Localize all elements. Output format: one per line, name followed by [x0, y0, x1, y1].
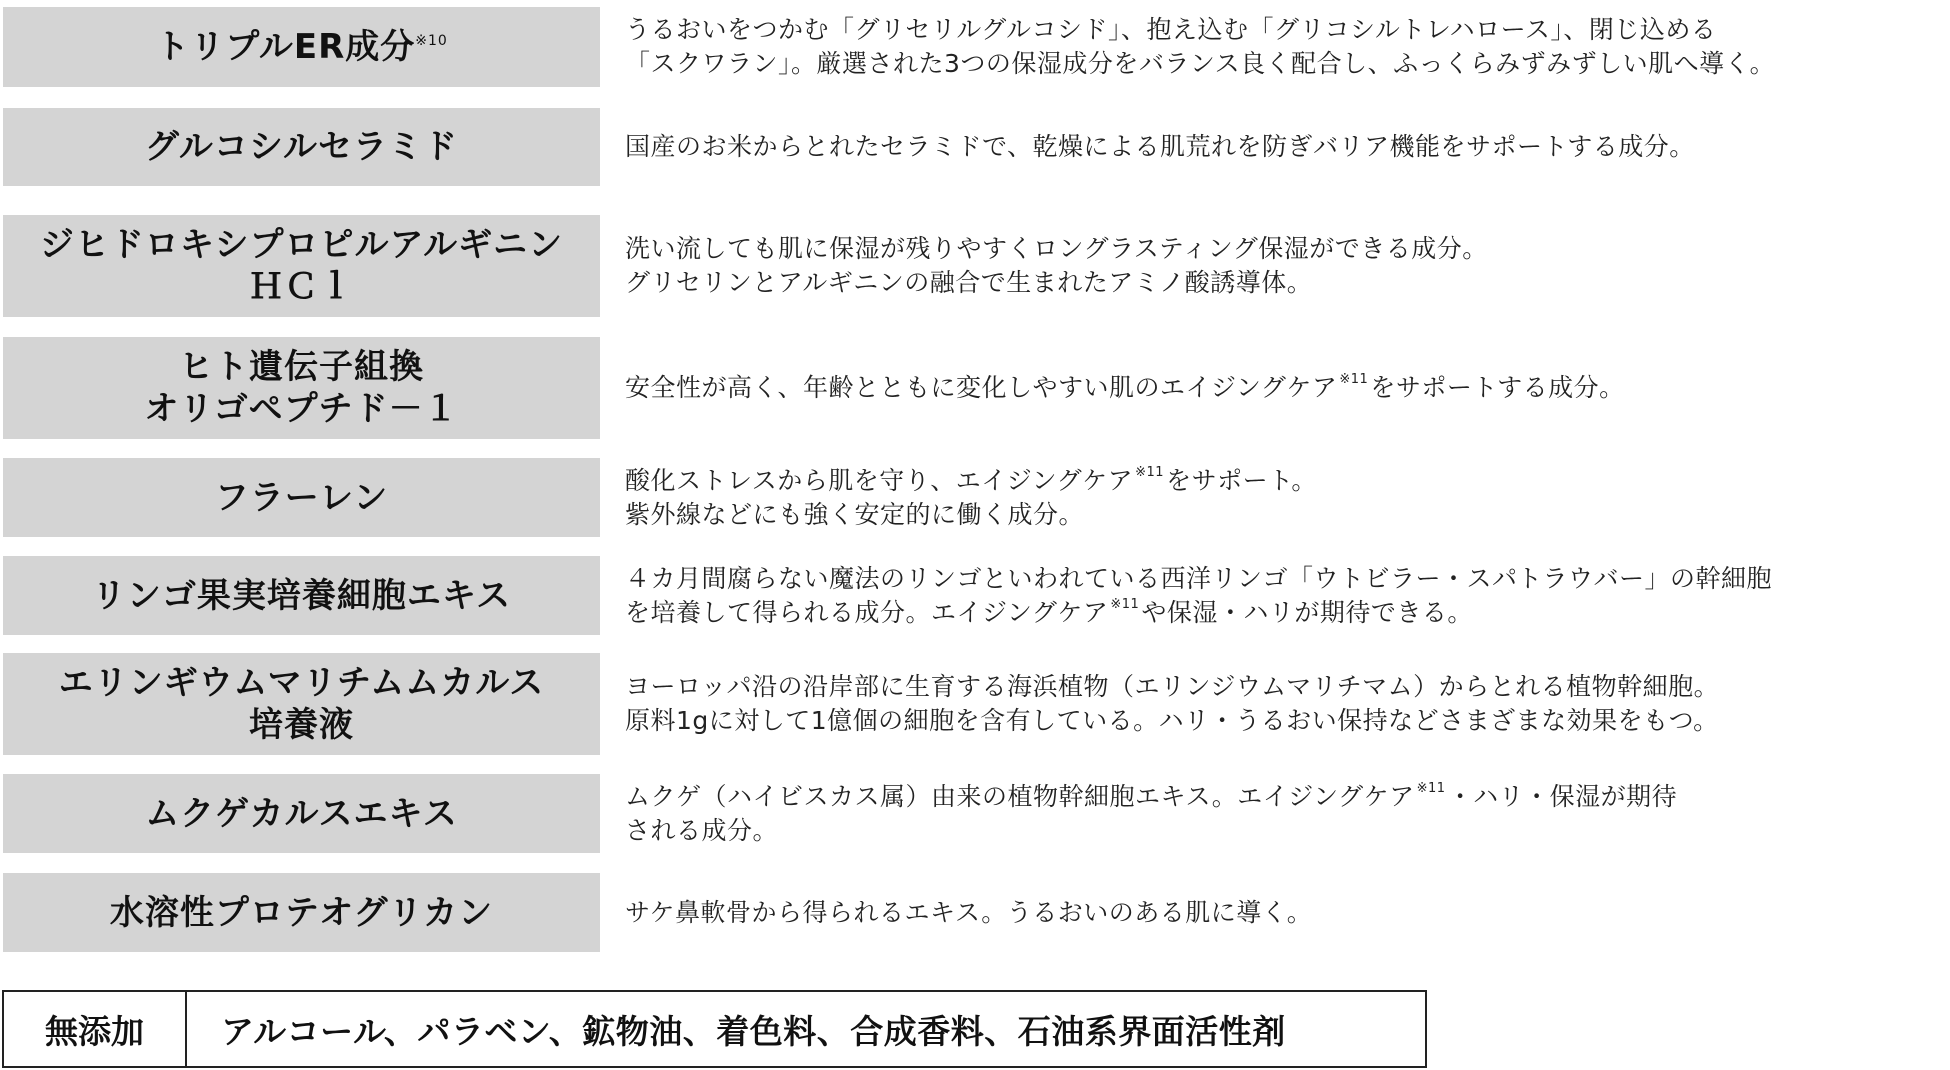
ingredient-name-line: 培養液 — [249, 705, 354, 745]
description-text: 原料1gに対して1億個の細胞を含有している。ハリ・うるおい保持などさまざまな効果をもつ。 — [625, 706, 1719, 735]
description-text: 安全性が高く、年齢とともに変化しやすい肌のエイジングケア — [625, 373, 1338, 402]
ingredient-name — [3, 556, 600, 635]
ingredient-row — [0, 556, 1950, 635]
description-text-after: をサポートする成分。 — [1370, 373, 1625, 402]
description-line — [625, 814, 1935, 848]
description-text-after: ・ハリ・保湿が期待 — [1447, 781, 1678, 811]
ingredient-row — [0, 108, 1950, 186]
description-line — [625, 266, 1935, 300]
description-text: 酸化ストレスから肌を守り、エイジングケア — [625, 465, 1134, 495]
ingredient-name-line: トリプルER成分 — [155, 27, 416, 67]
description-line — [625, 47, 1935, 81]
description-text: ヨーロッパ沿の沿岸部に生育する海浜植物（エリンジウムマリチマム）からとれる植物幹細胞。 — [625, 672, 1720, 701]
description-text: うるおいをつかむ「グリセリルグルコシド」、抱え込む「グリコシルトレハロース」、閉じ込める — [625, 15, 1717, 44]
ingredient-name-line: ヒト遺伝子組換 — [179, 347, 424, 387]
ingredient-row — [0, 458, 1950, 537]
ingredient-description — [625, 215, 1935, 317]
additive-free-box — [2, 990, 1427, 1068]
ingredient-row — [0, 215, 1950, 317]
description-line — [625, 780, 1935, 814]
description-text: グリセリンとアルギニンの融合で生まれたアミノ酸誘導体。 — [625, 268, 1313, 297]
ingredient-row — [0, 774, 1950, 853]
description-line — [625, 13, 1935, 47]
ingredient-name — [3, 653, 600, 755]
description-line — [625, 896, 1935, 930]
ingredient-name-line: ＨＣｌ — [249, 267, 354, 307]
additive-free-title: 無添加 — [4, 992, 187, 1066]
footnote-mark: ※11 — [1135, 464, 1165, 480]
ingredient-name-line: フラーレン — [214, 477, 389, 518]
ingredient-name-line: ムクゲカルスエキス — [145, 793, 458, 834]
ingredient-name-line: リンゴ果実培養細胞エキス — [91, 575, 512, 616]
description-text: 紫外線などにも強く安定的に働く成分。 — [625, 499, 1085, 529]
ingredient-name — [3, 215, 600, 317]
ingredient-name-line: ジヒドロキシプロピルアルギニン — [39, 225, 564, 265]
description-line — [625, 562, 1935, 596]
footnote-mark: ※11 — [1416, 780, 1446, 796]
ingredient-description — [625, 7, 1935, 87]
description-text-after: をサポート。 — [1166, 465, 1317, 495]
footnote-mark: ※11 — [1110, 596, 1140, 612]
ingredient-name — [3, 774, 600, 853]
ingredient-description — [625, 873, 1935, 952]
ingredient-description — [625, 458, 1935, 537]
description-text: サケ鼻軟骨から得られるエキス。うるおいのある肌に導く。 — [625, 897, 1313, 927]
description-text: ムクゲ（ハイビスカス属）由来の植物幹細胞エキス。エイジングケア — [625, 781, 1415, 811]
ingredient-description — [625, 774, 1935, 853]
description-text: 国産のお米からとれたセラミドで、乾燥による肌荒れを防ぎバリア機能をサポートする成分。 — [625, 132, 1695, 161]
ingredient-name-line: グルコシルセラミド — [144, 127, 459, 167]
description-text: を培養して得られる成分。エイジングケア — [625, 597, 1109, 627]
description-text-after: や保湿・ハリが期待できる。 — [1141, 597, 1473, 627]
ingredient-row — [0, 7, 1950, 87]
ingredient-name-line: 水溶性プロテオグリカン — [109, 892, 494, 933]
description-line — [625, 232, 1935, 266]
description-line — [625, 704, 1935, 738]
footnote-mark: ※11 — [1339, 372, 1369, 387]
description-text: 洗い流しても肌に保湿が残りやすくロングラスティング保湿ができる成分。 — [625, 234, 1488, 263]
ingredient-name — [3, 7, 600, 87]
description-line — [625, 464, 1935, 498]
additive-free-list: アルコール、パラベン、鉱物油、着色料、合成香料、石油系界面活性剤 — [221, 1011, 1286, 1051]
ingredient-description — [625, 108, 1935, 186]
ingredient-name — [3, 458, 600, 537]
description-line — [625, 596, 1935, 630]
ingredient-name-line: オリゴペプチド－１ — [144, 389, 459, 429]
ingredient-row — [0, 337, 1950, 439]
ingredient-name — [3, 337, 600, 439]
description-line — [625, 670, 1935, 704]
description-text: ４カ月間腐らない魔法のリンゴといわれている西洋リンゴ「ウトビラー・スパトラウバー」の幹細胞 — [625, 563, 1773, 593]
ingredient-name — [3, 873, 600, 952]
description-text: 「スクワラン」。厳選された3つの保湿成分をバランス良く配合し、ふっくらみずみずしい肌へ導く。 — [625, 49, 1776, 78]
ingredient-name — [3, 108, 600, 186]
ingredient-row — [0, 873, 1950, 952]
footnote-mark: ※10 — [415, 33, 448, 49]
description-text: される成分。 — [625, 815, 779, 845]
ingredient-row — [0, 653, 1950, 755]
ingredient-description — [625, 653, 1935, 755]
description-line — [625, 130, 1935, 164]
description-line — [625, 371, 1935, 405]
ingredient-name-line: エリンギウムマリチムムカルス — [58, 663, 545, 703]
ingredient-description — [625, 556, 1935, 635]
ingredient-description — [625, 337, 1935, 439]
description-line — [625, 498, 1935, 532]
